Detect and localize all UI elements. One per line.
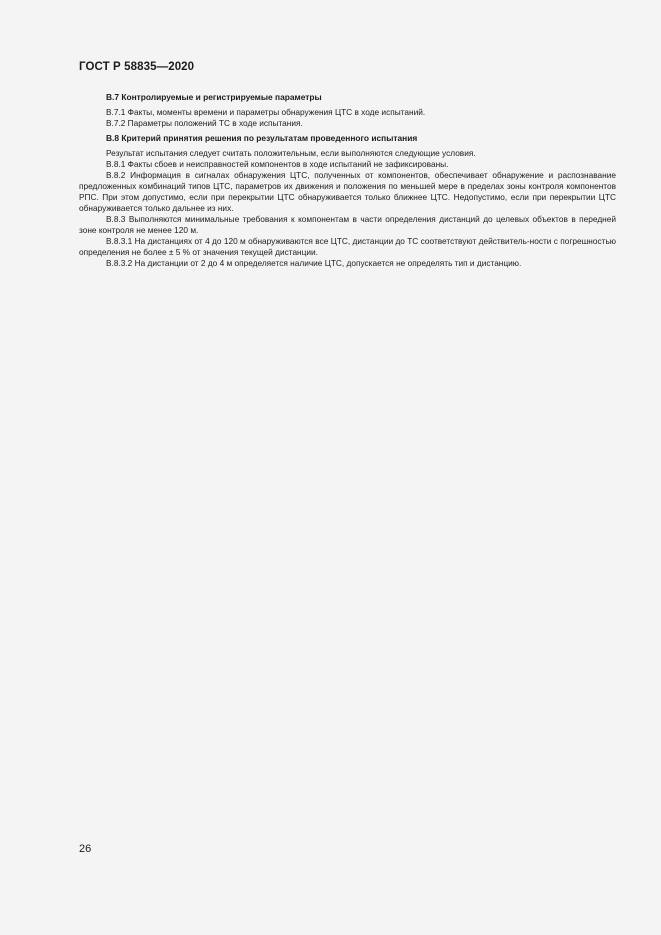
paragraph-b8-intro: Результат испытания следует считать положительным, если выполняются следующие условия.	[106, 148, 476, 158]
paragraph-b7-1: В.7.1 Факты, моменты времени и параметры обнаружения ЦТС в ходе испытаний.	[106, 107, 426, 117]
document-code: ГОСТ Р 58835—2020	[79, 61, 195, 73]
paragraph-b8-2: В.8.2 Информация в сигналах обнаружения ЦТС, полученных от компонентов, обеспечивает обнаружение и распознавание предложенных комбинаций типов ЦТС, параметров их движения и положения по меньшей мере в пределах зоны контроля компонентов РПС. При этом допустимо, если при перекрытии ЦТС обнаруживается только ближнее ЦТС. Недопустимо, если при перекрытии ЦТС обнаруживается только дальнее из них.	[79, 170, 616, 213]
paragraph-b8-3-2: В.8.3.2 На дистанции от 2 до 4 м определяется наличие ЦТС, допускается не определять тип и дистанцию.	[106, 258, 522, 268]
section-b8-title: В.8 Критерий принятия решения по результатам проведенного испытания	[106, 133, 418, 143]
paragraph-b8-1: В.8.1 Факты сбоев и неисправностей компонентов в ходе испытаний не зафиксированы.	[106, 159, 449, 169]
page-number: 26	[79, 843, 92, 855]
document-body	[79, 92, 616, 269]
paragraph-b8-3-1: В.8.3.1 На дистанциях от 4 до 120 м обнаруживаются все ЦТС, дистанции до ТС соответствуют действитель-ности с погрешностью определения не более ± 5 % от значения текущей дистанции.	[79, 236, 616, 257]
paragraph-b8-3: В.8.3 Выполняются минимальные требования к компонентам в части определения дистанций до целевых объектов в передней зоне контроля не менее 120 м.	[79, 214, 616, 235]
section-b7-title: В.7 Контролируемые и регистрируемые параметры	[106, 92, 322, 102]
paragraph-b7-2: В.7.2 Параметры положений ТС в ходе испытания.	[106, 118, 303, 128]
